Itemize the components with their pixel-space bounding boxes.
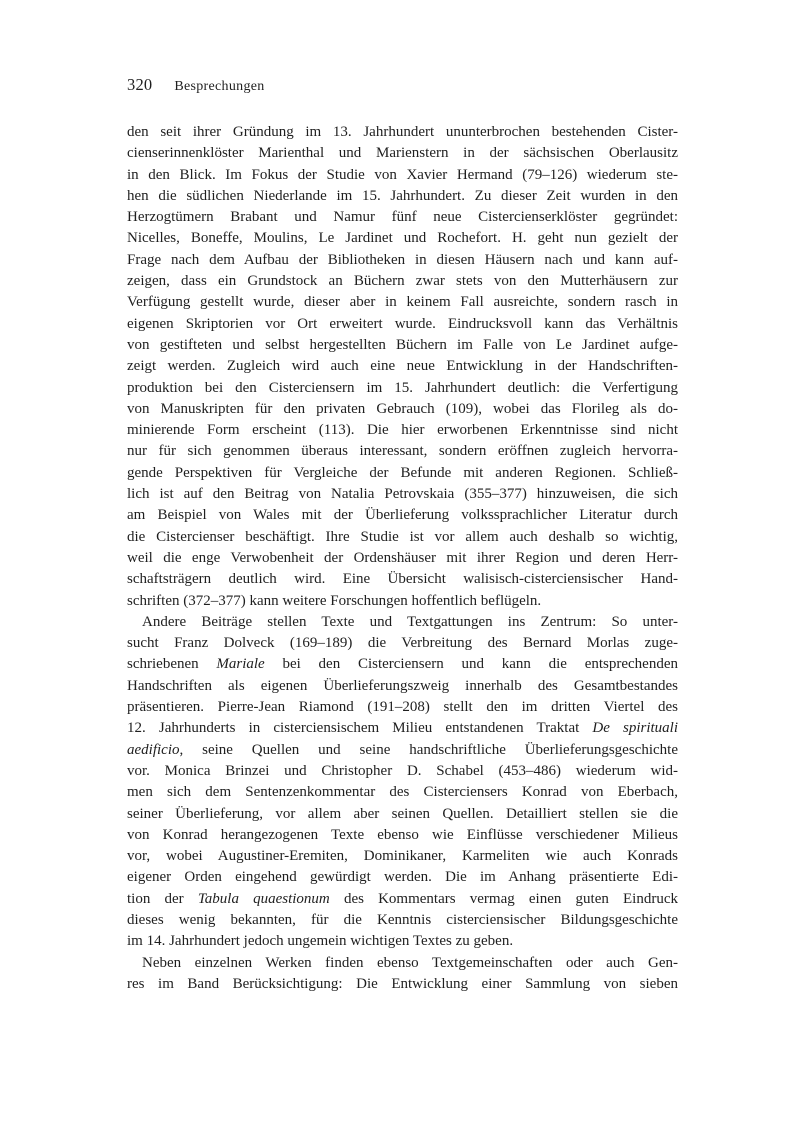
text-line	[127, 548, 678, 569]
text-segment: schriebenen	[127, 656, 217, 673]
text-line	[127, 633, 678, 654]
text-line	[127, 463, 678, 484]
text-line	[127, 228, 678, 249]
text-segment: die Cistercienser beschäftigt. Ihre Studie ist vor allem auch deshalb so wichtig,	[127, 528, 678, 545]
italic-text: Tabula quaestionum	[197, 890, 330, 907]
paragraph	[127, 953, 678, 996]
text-line	[127, 186, 678, 207]
text-line	[127, 804, 678, 825]
text-line	[127, 591, 678, 612]
paragraph	[127, 122, 678, 612]
text-segment: vor, wobei Augustiner-Eremiten, Dominikaner, Karmeliten wie auch Konrads	[127, 848, 678, 865]
text-line	[127, 676, 678, 697]
text-segment: schaftsträgern deutlich wird. Eine Übersicht walisisch-cisterciensischer Hand-	[127, 571, 678, 588]
text-segment: Herzogtümern Brabant und Namur fünf neue Cistercienserklöster gegründet:	[127, 209, 678, 226]
text-line	[127, 292, 678, 313]
text-segment: tion der	[127, 890, 198, 907]
text-segment: weil die enge Verwobenheit der Ordenshäuser mit ihrer Region und deren Herr-	[127, 549, 678, 566]
text-line	[127, 953, 678, 974]
text-segment: zeigt werden. Zugleich wird auch eine neue Entwicklung in der Handschriften-	[127, 358, 678, 375]
text-line	[127, 740, 678, 761]
text-line	[127, 165, 678, 186]
text-segment: dieses wenig bekannten, für die Kenntnis cisterciensischer Bildungsgeschichte	[127, 911, 678, 928]
text-segment: Verfügung gestellt wurde, dieser aber in keinem Fall ausreichte, sondern rasch in	[127, 294, 678, 311]
text-segment: res im Band Berücksichtigung: Die Entwicklung einer Sammlung von sieben	[127, 975, 678, 992]
text-segment: schriften (372–377) kann weitere Forschungen hoffentlich beflügeln.	[127, 592, 542, 609]
section-title: Besprechungen	[174, 79, 265, 94]
text-line	[127, 761, 678, 782]
text-line	[127, 846, 678, 867]
text-segment: hen die südlichen Niederlande im 15. Jahrhundert. Zu dieser Zeit wurden in den	[127, 187, 678, 204]
text-line	[127, 484, 678, 505]
text-segment: in den Blick. Im Fokus der Studie von Xavier Hermand (79–126) wiederum ste-	[127, 166, 678, 183]
text-line	[127, 441, 678, 462]
text-segment: des Kommentars vermag einen guten Eindruck	[329, 890, 678, 907]
text-line	[127, 122, 678, 143]
text-segment: von Konrad herangezogenen Texte ebenso wie Einflüsse verschiedener Milieus	[127, 826, 678, 843]
text-segment: zeigen, dass ein Grundstock an Büchern zwar stets von den Mutterhäusern zur	[127, 273, 678, 290]
text-segment: Neben einzelnen Werken finden ebenso Textgemeinschaften oder auch Gen-	[142, 954, 678, 971]
text-segment: produktion bei den Cisterciensern im 15. Jahrhundert deutlich: die Verfertigung	[127, 379, 678, 396]
text-segment: von gestifteten und selbst hergestellten Büchern im Falle von Le Jardinet aufge-	[127, 336, 678, 353]
text-body	[127, 122, 678, 995]
text-line	[127, 612, 678, 633]
text-line	[127, 399, 678, 420]
text-line	[127, 356, 678, 377]
running-header	[127, 75, 678, 95]
text-line	[127, 271, 678, 292]
text-segment: seiner Überlieferung, vor allem aber seinen Quellen. Detailliert stellen sie die	[127, 805, 678, 822]
text-line	[127, 207, 678, 228]
text-line	[127, 335, 678, 356]
text-line	[127, 718, 678, 739]
text-line	[127, 314, 678, 335]
text-line	[127, 420, 678, 441]
text-segment: sucht Franz Dolveck (169–189) die Verbreitung des Bernard Morlas zuge-	[127, 635, 678, 652]
text-line	[127, 867, 678, 888]
text-line	[127, 569, 678, 590]
italic-text: Mariale	[216, 656, 265, 673]
text-line	[127, 910, 678, 931]
text-segment: Frage nach dem Aufbau der Bibliotheken in diesen Häusern nach und kann auf-	[127, 251, 678, 268]
text-segment: bei den Cisterciensern und kann die entsprechenden	[264, 656, 678, 673]
text-line	[127, 697, 678, 718]
text-segment: den seit ihrer Gründung im 13. Jahrhundert ununterbrochen bestehenden Cister-	[127, 124, 678, 140]
italic-text: De spirituali	[592, 720, 678, 737]
text-segment: von Manuskripten für den privaten Gebrauch (109), wobei das Florileg als do-	[127, 400, 678, 417]
text-segment: vor. Monica Brinzei und Christopher D. Schabel (453–486) wiederum wid-	[127, 762, 678, 779]
text-line	[127, 250, 678, 271]
text-line	[127, 889, 678, 910]
text-line	[127, 974, 678, 995]
text-segment: minierende Form erscheint (113). Die hier erworbenen Erkenntnisse sind nicht	[127, 422, 678, 439]
text-segment: gende Perspektiven für Vergleiche der Befunde mit anderen Regionen. Schließ-	[127, 464, 678, 481]
text-segment: im 14. Jahrhundert jedoch ungemein wichtigen Textes zu geben.	[127, 933, 514, 950]
text-line	[127, 931, 678, 952]
text-segment: nur für sich genommen überaus interessant, sondern eröffnen zugleich hervorra-	[127, 443, 678, 460]
text-segment: lich ist auf den Beitrag von Natalia Petrovskaia (355–377) hinzuweisen, die sich	[127, 486, 678, 503]
text-segment: eigenen Skriptorien vor Ort erweitert wurde. Eindrucksvoll kann das Verhältnis	[127, 315, 678, 332]
text-line	[127, 505, 678, 526]
page-number: 320	[127, 75, 153, 94]
text-segment: men sich dem Sentenzenkommentar des Cisterciensers Konrad von Eberbach,	[127, 784, 678, 801]
text-line	[127, 143, 678, 164]
paragraph	[127, 612, 678, 953]
text-line	[127, 782, 678, 803]
text-line	[127, 527, 678, 548]
italic-text: aedificio	[127, 741, 180, 758]
text-line	[127, 654, 678, 675]
text-line	[127, 378, 678, 399]
text-segment: Handschriften als eigenen Überlieferungszweig innerhalb des Gesamtbestandes	[127, 677, 678, 694]
text-segment: Nicelles, Boneffe, Moulins, Le Jardinet und Rochefort. H. geht nun gezielt der	[127, 230, 678, 247]
text-segment: eigener Orden eingehend gewürdigt werden. Die im Anhang präsentierte Edi-	[127, 869, 678, 886]
text-line	[127, 825, 678, 846]
text-segment: cienserinnenklöster Marienthal und Marienstern in der sächsischen Oberlausitz	[127, 145, 678, 162]
text-segment: , seine Quellen und seine handschriftliche Überlieferungsgeschichte	[179, 741, 678, 758]
text-segment: Andere Beiträge stellen Texte und Textgattungen ins Zentrum: So unter-	[142, 613, 678, 630]
text-segment: am Beispiel von Wales mit der Überlieferung volkssprachlicher Literatur durch	[127, 507, 678, 524]
text-segment: präsentieren. Pierre-Jean Riamond (191–208) stellt den im dritten Viertel des	[127, 699, 678, 716]
text-segment: 12. Jahrhunderts in cisterciensischem Milieu entstandenen Traktat	[127, 720, 593, 737]
